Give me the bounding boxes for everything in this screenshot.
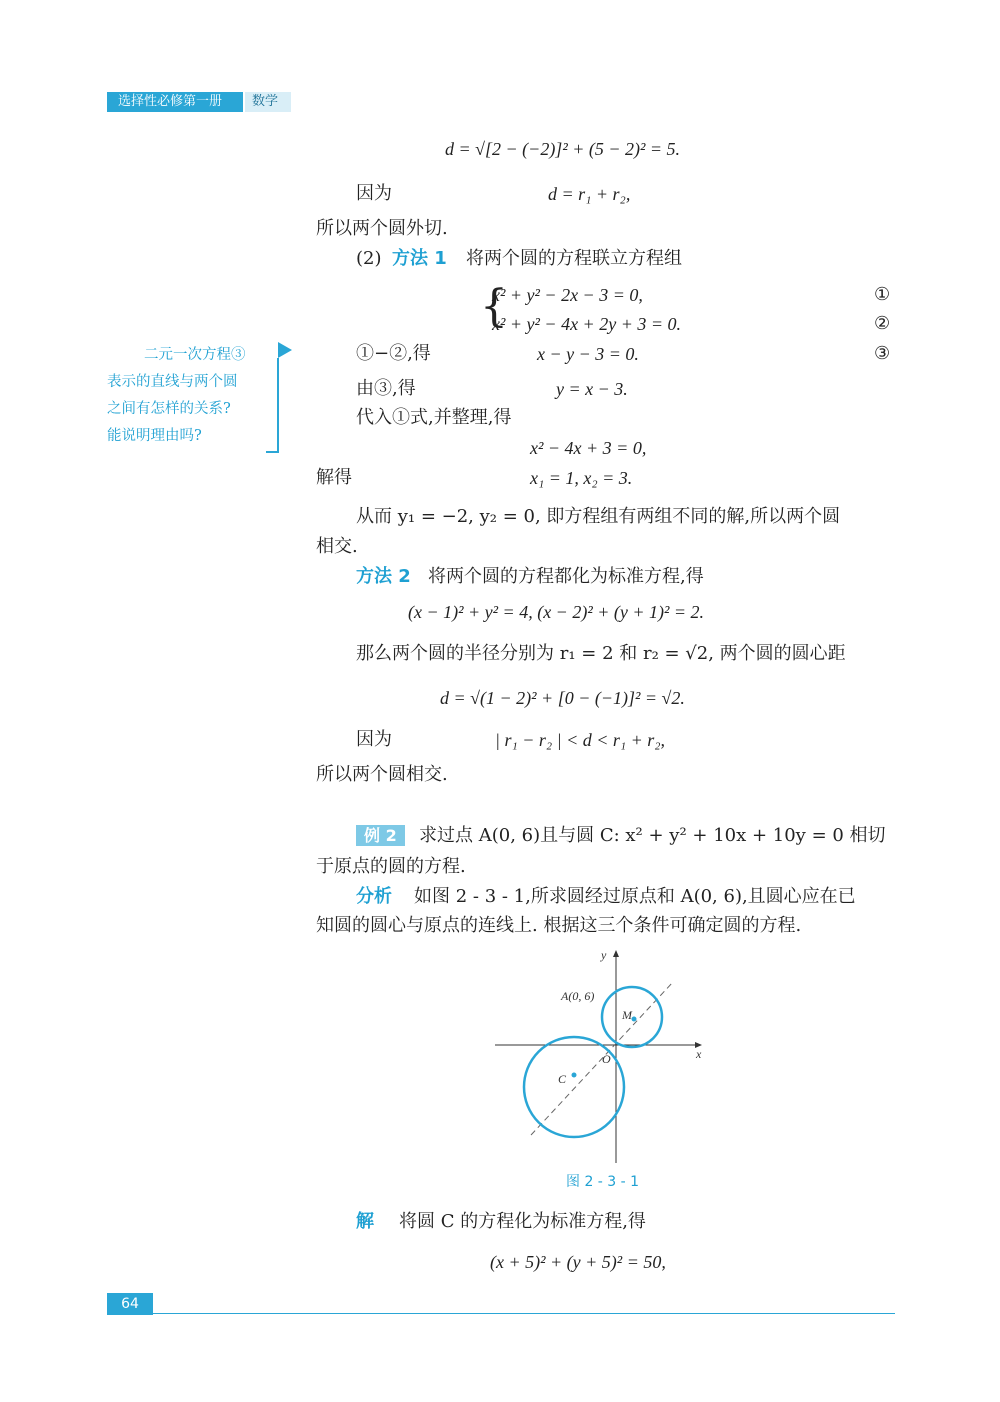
sidenote-line-3: 之间有怎样的关系? — [107, 401, 231, 417]
equation-2-number: ② — [874, 313, 891, 334]
solve-label: 解得 — [316, 467, 352, 488]
radii-text: 那么两个圆的半径分别为 r₁ = 2 和 r₂ = √2, 两个圆的圆心距 — [356, 643, 846, 664]
example-2-problem-cont: 于原点的圆的方程. — [316, 856, 466, 877]
method-1-text: 将两个圆的方程联立方程组 — [466, 248, 682, 269]
because-label-2: 因为 — [356, 729, 392, 750]
y-solutions-text: 从而 y₁ = −2, y₂ = 0, 即方程组有两组不同的解,所以两个圆 — [356, 506, 841, 527]
point-M-label: M — [622, 1008, 632, 1022]
circle-M — [602, 987, 662, 1047]
subtract-label: ①−②,得 — [356, 343, 431, 364]
y-axis-label: y — [601, 948, 607, 962]
from-3-label: 由③,得 — [356, 378, 416, 399]
point-A-label: A(0, 6) — [561, 989, 595, 1003]
method-1-label: 方法 1 — [392, 248, 447, 269]
sidenote — [144, 342, 246, 369]
conclusion-intersect: 所以两个圆相交. — [316, 764, 448, 785]
example-2-tag — [356, 824, 405, 848]
system-brace: { — [480, 281, 508, 332]
x-axis-label: x — [696, 1047, 702, 1061]
y-expression: y = x − 3. — [556, 379, 628, 399]
example-2-label: 例 2 — [356, 825, 405, 846]
point-C-label: C — [558, 1072, 567, 1086]
intersect-condition: | r₁ − r₂ | < d < r₁ + r₂, — [495, 730, 666, 750]
sidenote-line-1: 二元一次方程③ — [144, 347, 246, 363]
conclusion-externally-tangent: 所以两个圆外切. — [316, 218, 448, 239]
distance-formula-2: d = √(1 − 2)² + [0 − (−1)]² = √2. — [440, 688, 685, 708]
figure-2-3-1 — [495, 945, 715, 1165]
analysis-text-cont: 知圆的圆心与原点的连线上. 根据这三个条件可确定圆的方程. — [316, 915, 802, 936]
equation-3: x − y − 3 = 0. — [537, 344, 639, 364]
sidenote-bracket — [264, 340, 294, 456]
subject-label: 数学 — [252, 94, 279, 109]
center-M-point — [632, 1017, 637, 1022]
figure-caption: 图 2 - 3 - 1 — [566, 1174, 640, 1190]
book-title: 选择性必修第一册 — [118, 94, 223, 109]
because-label: 因为 — [356, 183, 392, 204]
analysis-label: 分析 — [356, 886, 392, 907]
substitute-text: 代入①式,并整理,得 — [356, 407, 512, 428]
analysis-text: 如图 2 - 3 - 1,所求圆经过原点和 A(0, 6),且圆心应在已 — [414, 886, 856, 907]
x-solutions: x₁ = 1, x₂ = 3. — [530, 468, 633, 488]
equation-1-number: ① — [874, 284, 891, 305]
part-2-label: (2) — [356, 248, 382, 269]
y-axis-arrow — [613, 950, 619, 957]
pointer-triangle-icon — [278, 342, 292, 358]
tangent-condition: d = r₁ + r₂, — [548, 184, 631, 204]
origin-label: O — [602, 1052, 611, 1066]
intersect-word: 相交. — [316, 536, 358, 557]
sidenote-line-4: 能说明理由吗? — [107, 428, 202, 444]
distance-formula: d = √[2 − (−2)]² + (5 − 2)² = 5. — [445, 139, 681, 159]
center-C-point — [572, 1073, 577, 1078]
footer-rule — [153, 1313, 895, 1314]
method-2-text: 将两个圆的方程都化为标准方程,得 — [428, 566, 704, 587]
quadratic-equation: x² − 4x + 3 = 0, — [530, 438, 647, 458]
equation-2: x² + y² − 4x + 2y + 3 = 0. — [492, 314, 681, 334]
equation-3-number: ③ — [874, 343, 891, 364]
circle-C-standard-equation: (x + 5)² + (y + 5)² = 50, — [490, 1252, 666, 1272]
method-2-label: 方法 2 — [356, 566, 411, 587]
equation-1: x² + y² − 2x − 3 = 0, — [492, 285, 643, 305]
solution-text: 将圆 C 的方程化为标准方程,得 — [399, 1211, 646, 1232]
page-number: 64 — [107, 1293, 153, 1315]
sidenote-line-2: 表示的直线与两个圆 — [107, 374, 238, 390]
example-2-problem: 求过点 A(0, 6)且与圆 C: x² + y² + 10x + 10y = 0 相切 — [419, 825, 886, 846]
solution-label: 解 — [356, 1211, 374, 1232]
standard-equations: (x − 1)² + y² = 4, (x − 2)² + (y + 1)² = 2. — [408, 602, 705, 622]
